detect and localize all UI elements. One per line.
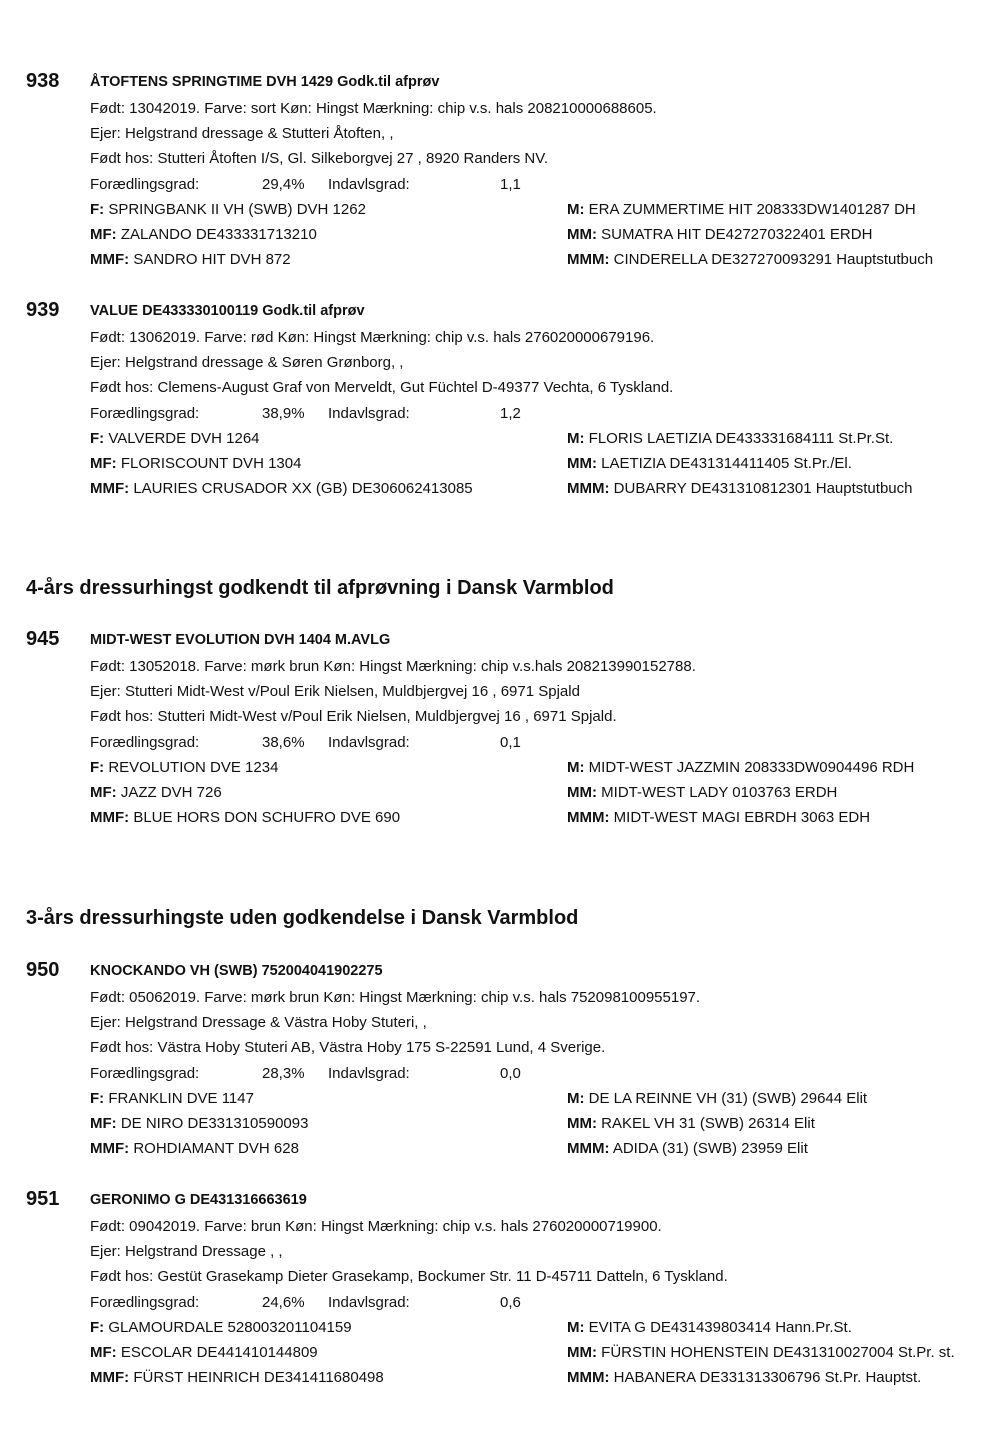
dam-dam-dam-label: MMM: — [567, 1140, 610, 1157]
dam-dam-sire — [90, 1368, 384, 1388]
sire-name: SPRINGBANK II VH (SWB) DVH 1262 — [108, 201, 366, 218]
dam-dam-dam — [567, 808, 870, 828]
indavlsgrad-value: 0,6 — [500, 1294, 521, 1311]
dam-dam-name: MIDT-WEST LADY 0103763 ERDH — [601, 784, 838, 801]
sire-label: F: — [90, 1319, 105, 1336]
foraedlingsgrad-value: 38,9% — [262, 405, 305, 422]
owner-info: Ejer: Helgstrand Dressage & Västra Hoby Stuteri, , — [90, 1014, 427, 1031]
foraedlingsgrad-label: Forædlingsgrad: — [90, 405, 200, 422]
dam-sire-label: MF: — [90, 784, 117, 801]
dam-sire-label: MF: — [90, 226, 117, 243]
dam — [567, 758, 914, 778]
foraedlingsgrad-value: 38,6% — [262, 734, 305, 751]
sire-name: VALVERDE DVH 1264 — [108, 430, 260, 447]
dam-dam-dam-label: MMM: — [567, 809, 610, 826]
indavlsgrad-value: 0,1 — [500, 734, 521, 751]
dam-dam-sire — [90, 479, 473, 499]
foraedlingsgrad-label: Forædlingsgrad: — [90, 176, 200, 193]
birth-info: Født: 13062019. Farve: rød Køn: Hingst Mærkning: chip v.s. hals 276020000679196. — [90, 329, 655, 346]
sire — [90, 758, 278, 778]
dam-sire-label: MF: — [90, 1344, 117, 1361]
foraedlingsgrad-label: Forædlingsgrad: — [90, 734, 200, 751]
dam-dam-dam — [567, 479, 912, 499]
sire-label: F: — [90, 1090, 105, 1107]
sire-name: GLAMOURDALE 528003201104159 — [108, 1319, 352, 1336]
dam-dam-dam — [567, 1139, 808, 1159]
dam-sire-name: ESCOLAR DE441410144809 — [120, 1344, 318, 1361]
breeder-info: Født hos: Västra Hoby Stuteri AB, Västra Hoby 175 S-22591 Lund, 4 Sverige. — [90, 1039, 606, 1056]
dam-sire — [90, 1114, 308, 1134]
dam-dam-sire-name: LAURIES CRUSADOR XX (GB) DE306062413085 — [133, 480, 473, 497]
sire-label: F: — [90, 201, 105, 218]
dam-dam-dam-label: MMM: — [567, 1369, 610, 1386]
dam-dam — [567, 225, 872, 245]
owner-info: Ejer: Helgstrand dressage & Stutteri Åtoften, , — [90, 125, 394, 142]
dam-dam — [567, 1343, 955, 1363]
dam-dam-dam — [567, 250, 933, 270]
sire-label: F: — [90, 430, 105, 447]
dam-dam-dam-label: MMM: — [567, 251, 610, 268]
dam-sire — [90, 783, 222, 803]
horse-name: VALUE DE433330100119 Godk.til afprøv — [90, 303, 365, 319]
breeder-info: Født hos: Gestüt Grasekamp Dieter Grasekamp, Bockumer Str. 11 D-45711 Datteln, 6 Tyskland. — [90, 1268, 728, 1285]
entry-number: 938 — [26, 70, 60, 92]
sire-label: F: — [90, 759, 105, 776]
indavlsgrad-label: Indavlsgrad: — [328, 405, 410, 422]
dam-dam-dam-name: CINDERELLA DE327270093291 Hauptstutbuch — [613, 251, 934, 268]
foraedlingsgrad-value: 29,4% — [262, 176, 305, 193]
dam-dam-label: MM: — [567, 226, 597, 243]
breeder-info: Født hos: Clemens-August Graf von Merveldt, Gut Füchtel D-49377 Vechta, 6 Tyskland. — [90, 379, 674, 396]
dam-dam-dam-label: MMM: — [567, 480, 610, 497]
dam-sire-name: FLORISCOUNT DVH 1304 — [120, 455, 302, 472]
indavlsgrad-label: Indavlsgrad: — [328, 176, 410, 193]
dam-dam-dam-name: HABANERA DE331313306796 St.Pr. Hauptst. — [613, 1369, 922, 1386]
horse-name: KNOCKANDO VH (SWB) 752004041902275 — [90, 963, 383, 979]
dam-label: M: — [567, 1090, 585, 1107]
dam — [567, 429, 893, 449]
indavlsgrad-label: Indavlsgrad: — [328, 1065, 410, 1082]
foraedlingsgrad-label: Forædlingsgrad: — [90, 1294, 200, 1311]
dam-label: M: — [567, 1319, 585, 1336]
owner-info: Ejer: Helgstrand Dressage , , — [90, 1243, 283, 1260]
sire — [90, 1089, 254, 1109]
dam-dam-name: LAETIZIA DE431314411405 St.Pr./El. — [601, 455, 852, 472]
dam-dam-dam-name: DUBARRY DE431310812301 Hauptstutbuch — [613, 480, 913, 497]
dam-sire — [90, 1343, 318, 1363]
dam-dam-sire-label: MMF: — [90, 480, 130, 497]
dam-sire — [90, 225, 317, 245]
dam-dam-sire-name: SANDRO HIT DVH 872 — [133, 251, 291, 268]
entry-number: 945 — [26, 628, 60, 650]
dam-dam-name: RAKEL VH 31 (SWB) 26314 Elit — [601, 1115, 815, 1132]
dam-dam-sire-label: MMF: — [90, 809, 130, 826]
dam-dam-sire-name: BLUE HORS DON SCHUFRO DVE 690 — [133, 809, 401, 826]
sire — [90, 429, 260, 449]
foraedlingsgrad-label: Forædlingsgrad: — [90, 1065, 200, 1082]
birth-info: Født: 13052018. Farve: mørk brun Køn: Hingst Mærkning: chip v.s.hals 208213990152788. — [90, 658, 696, 675]
dam-dam-label: MM: — [567, 1344, 597, 1361]
dam-sire-label: MF: — [90, 455, 117, 472]
breeder-info: Født hos: Stutteri Åtoften I/S, Gl. Silkeborgvej 27 , 8920 Randers NV. — [90, 150, 549, 167]
dam-dam-sire-name: ROHDIAMANT DVH 628 — [133, 1140, 299, 1157]
dam-dam-sire — [90, 808, 400, 828]
dam-name: FLORIS LAETIZIA DE433331684111 St.Pr.St. — [588, 430, 894, 447]
dam-name: MIDT-WEST JAZZMIN 208333DW0904496 RDH — [588, 759, 915, 776]
dam-sire — [90, 454, 301, 474]
indavlsgrad-value: 1,2 — [500, 405, 521, 422]
dam-dam-sire — [90, 1139, 299, 1159]
sire-name: REVOLUTION DVE 1234 — [108, 759, 279, 776]
dam-sire-label: MF: — [90, 1115, 117, 1132]
entry-number: 939 — [26, 299, 60, 321]
indavlsgrad-value: 0,0 — [500, 1065, 521, 1082]
indavlsgrad-value: 1,1 — [500, 176, 521, 193]
dam-dam-dam-name: MIDT-WEST MAGI EBRDH 3063 EDH — [613, 809, 871, 826]
dam-dam-label: MM: — [567, 1115, 597, 1132]
horse-name: GERONIMO G DE431316663619 — [90, 1192, 307, 1208]
breeder-info: Født hos: Stutteri Midt-West v/Poul Erik Nielsen, Muldbjergvej 16 , 6971 Spjald. — [90, 708, 617, 725]
dam-dam-name: FÜRSTIN HOHENSTEIN DE431310027004 St.Pr. st. — [601, 1344, 955, 1361]
entry-number: 951 — [26, 1188, 60, 1210]
birth-info: Født: 05062019. Farve: mørk brun Køn: Hingst Mærkning: chip v.s. hals 752098100955197. — [90, 989, 701, 1006]
indavlsgrad-label: Indavlsgrad: — [328, 1294, 410, 1311]
dam-sire-name: JAZZ DVH 726 — [120, 784, 222, 801]
dam-sire-name: ZALANDO DE433331713210 — [120, 226, 317, 243]
dam-dam-name: SUMATRA HIT DE427270322401 ERDH — [601, 226, 873, 243]
dam-dam — [567, 1114, 815, 1134]
foraedlingsgrad-value: 24,6% — [262, 1294, 305, 1311]
sire — [90, 200, 366, 220]
horse-name: MIDT-WEST EVOLUTION DVH 1404 M.AVLG — [90, 632, 391, 648]
dam-dam-sire-label: MMF: — [90, 1369, 130, 1386]
dam-dam-sire-label: MMF: — [90, 251, 130, 268]
dam-dam-sire-label: MMF: — [90, 1140, 130, 1157]
dam-dam-sire — [90, 250, 291, 270]
dam-dam-dam-name: ADIDA (31) (SWB) 23959 Elit — [612, 1140, 808, 1157]
birth-info: Født: 09042019. Farve: brun Køn: Hingst Mærkning: chip v.s. hals 276020000719900. — [90, 1218, 662, 1235]
dam-label: M: — [567, 430, 585, 447]
dam-dam-sire-name: FÜRST HEINRICH DE341411680498 — [133, 1369, 384, 1386]
dam-dam — [567, 454, 852, 474]
dam-name: ERA ZUMMERTIME HIT 208333DW1401287 DH — [588, 201, 916, 218]
dam-name: DE LA REINNE VH (31) (SWB) 29644 Elit — [588, 1090, 868, 1107]
dam-dam-dam — [567, 1368, 921, 1388]
dam-dam-label: MM: — [567, 455, 597, 472]
dam-label: M: — [567, 759, 585, 776]
sire-name: FRANKLIN DVE 1147 — [108, 1090, 254, 1107]
dam-dam-label: MM: — [567, 784, 597, 801]
horse-name: ÅTOFTENS SPRINGTIME DVH 1429 Godk.til afprøv — [90, 74, 440, 90]
indavlsgrad-label: Indavlsgrad: — [328, 734, 410, 751]
owner-info: Ejer: Stutteri Midt-West v/Poul Erik Nielsen, Muldbjergvej 16 , 6971 Spjald — [90, 683, 580, 700]
sire — [90, 1318, 352, 1338]
dam-sire-name: DE NIRO DE331310590093 — [120, 1115, 309, 1132]
dam — [567, 1089, 867, 1109]
birth-info: Født: 13042019. Farve: sort Køn: Hingst Mærkning: chip v.s. hals 208210000688605. — [90, 100, 657, 117]
section-heading-three-year: 3-års dressurhingste uden godkendelse i Dansk Varmblod — [26, 907, 579, 929]
dam-dam — [567, 783, 837, 803]
entry-number: 950 — [26, 959, 60, 981]
dam — [567, 200, 916, 220]
foraedlingsgrad-value: 28,3% — [262, 1065, 305, 1082]
section-heading-four-year: 4-års dressurhingst godkendt til afprøvning i Dansk Varmblod — [26, 577, 614, 599]
dam-label: M: — [567, 201, 585, 218]
dam-name: EVITA G DE431439803414 Hann.Pr.St. — [588, 1319, 852, 1336]
dam — [567, 1318, 852, 1338]
owner-info: Ejer: Helgstrand dressage & Søren Grønborg, , — [90, 354, 404, 371]
